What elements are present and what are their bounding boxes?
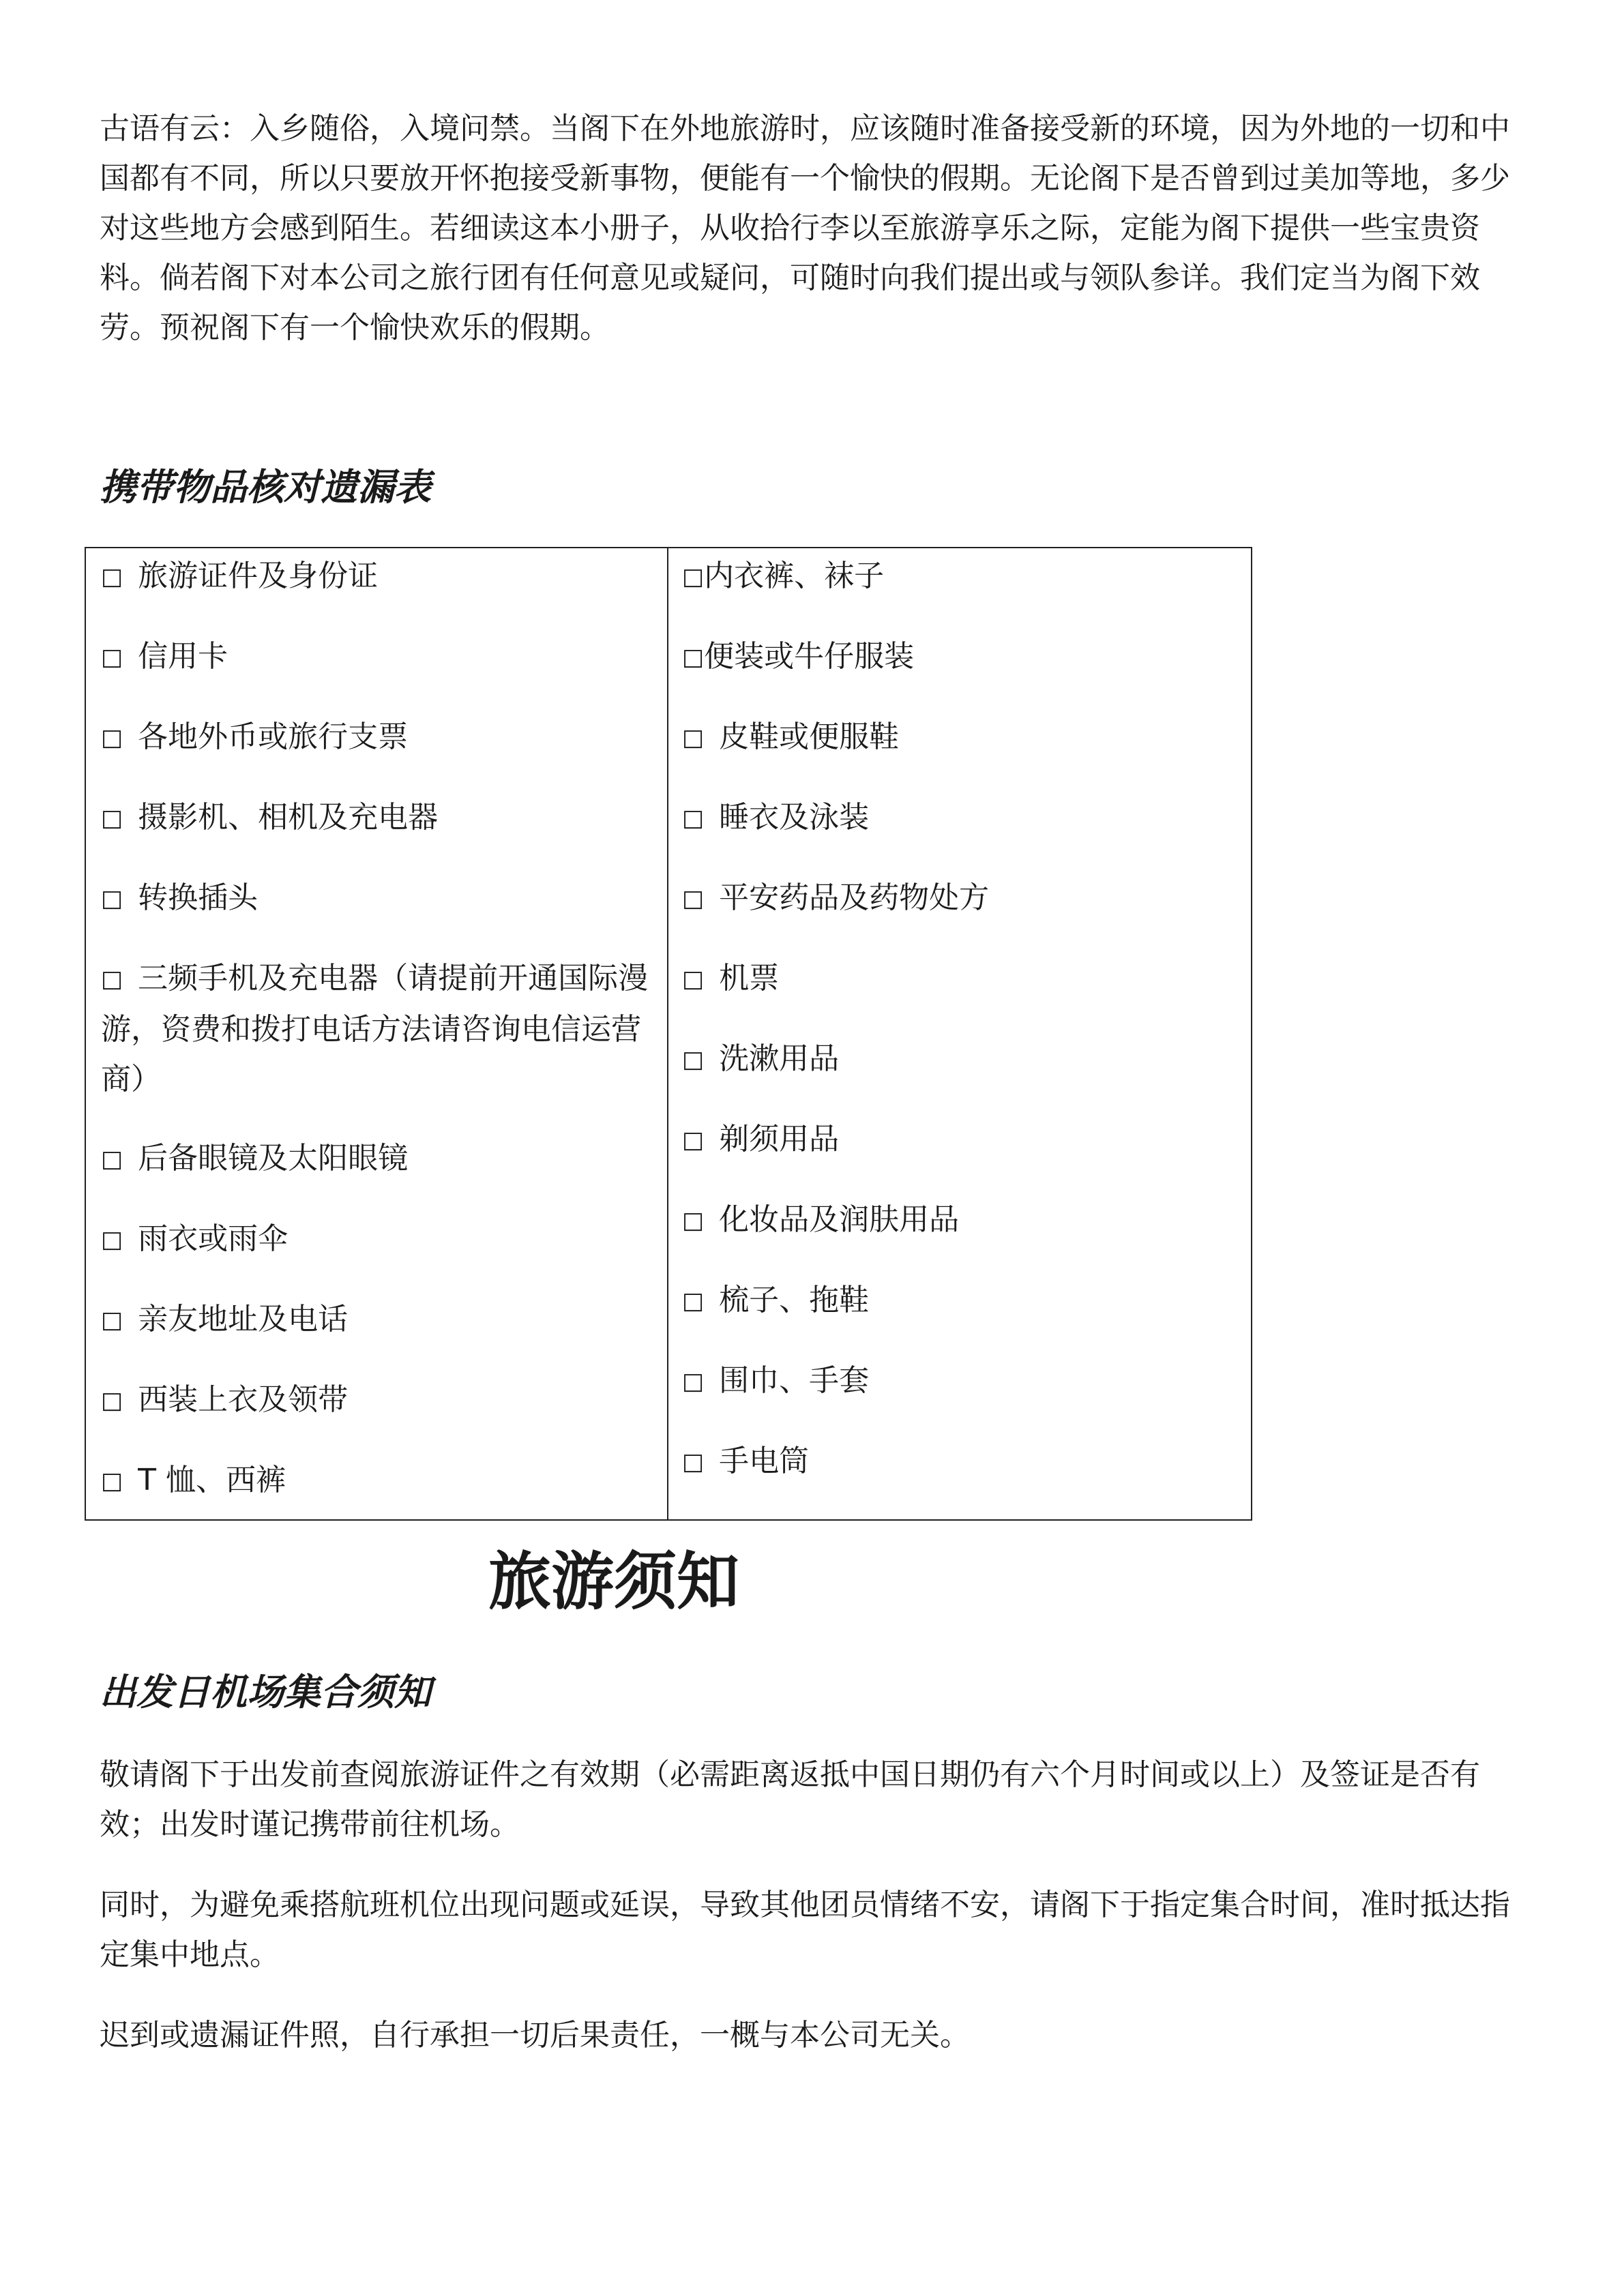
- checklist-item: [682, 1114, 1233, 1165]
- checklist-item-label: 便装或牛仔服装: [704, 639, 915, 674]
- assembly-paragraph-3: 迟到或遗漏证件照，自行承担一切后果责任，一概与本公司无关。: [100, 2018, 970, 2053]
- checkbox-icon: □: [682, 1448, 705, 1476]
- checkbox-icon: □: [101, 885, 123, 912]
- checklist-item-label: 雨衣或雨伞: [138, 1221, 289, 1256]
- packing-checklist-table: [85, 547, 1252, 1521]
- checkbox-icon: □: [101, 1467, 123, 1495]
- checklist-item-label: 睡衣及泳装: [719, 800, 870, 835]
- checklist-item-label: 洗漱用品: [719, 1041, 840, 1076]
- checklist-item: [101, 551, 649, 602]
- checklist-item-label: 平安药品及药物处方: [719, 880, 990, 915]
- checklist-item: [101, 1375, 649, 1426]
- checklist-item: [682, 953, 1233, 1004]
- checklist-item: [682, 1275, 1233, 1326]
- checklist-item-label: 各地外币或旅行支票: [138, 719, 409, 754]
- checklist-item-label: 围巾、手套: [719, 1363, 870, 1398]
- checklist-item-label: 皮鞋或便服鞋: [719, 719, 900, 754]
- checklist-left-column: [86, 548, 668, 1519]
- checklist-item-label: 信用卡: [138, 639, 228, 674]
- checkbox-icon: □: [101, 1307, 123, 1334]
- checkbox-icon: □: [682, 805, 705, 832]
- checklist-item-label: 摄影机、相机及充电器: [138, 800, 439, 835]
- checklist-right-list: [668, 548, 1251, 1487]
- checkbox-icon: □: [101, 563, 123, 591]
- checklist-item: [682, 1195, 1233, 1246]
- checklist-item-label: 旅游证件及身份证: [138, 558, 379, 593]
- checklist-item-label: 亲友地址及电话: [138, 1302, 349, 1337]
- checklist-heading: 携带物品核对遗漏表: [100, 466, 431, 509]
- checklist-item: [682, 792, 1233, 844]
- checklist-item: [101, 712, 649, 763]
- checklist-item: [101, 1214, 649, 1265]
- checklist-item: [101, 1455, 649, 1506]
- checklist-item: [101, 631, 649, 683]
- checkbox-icon: □: [682, 1046, 705, 1073]
- checklist-item-label: 化妆品及润肤用品: [719, 1202, 960, 1237]
- checklist-item: [101, 792, 649, 844]
- intro-paragraph: 古语有云：入乡随俗，入境问禁。当阁下在外地旅游时，应该随时准备接受新的环境，因为外地的一切和中国都有不同，所以只要放开怀抱接受新事物，便能有一个愉快的假期。无论阁下是否曾到过美加等地，多少对这些地方会感到陌生。若细读这本小册子，从收拾行李以至旅游享乐之际，定能为阁下提供一些宝贵资料。倘若阁下对本公司之旅行团有任何意见或疑问，可随时向我们提出或与领队参详。我们定当为阁下效劳。预祝阁下有一个愉快欢乐的假期。: [100, 111, 1510, 345]
- checklist-right-column: [668, 548, 1251, 1519]
- assembly-paragraph-1: 敬请阁下于出发前查阅旅游证件之有效期（必需距离返抵中国日期仍有六个月时间或以上）及签证是否有效；出发时谨记携带前往机场。: [100, 1757, 1480, 1842]
- page-title: 旅游须知: [488, 1545, 740, 1618]
- checklist-item: [682, 551, 1233, 602]
- checklist-item-label: 手电筒: [719, 1444, 810, 1478]
- checklist-item-label: 后备眼镜及太阳眼镜: [138, 1141, 409, 1176]
- checkbox-icon: □: [682, 1368, 705, 1395]
- checklist-item-label: T 恤、西裤: [138, 1463, 286, 1497]
- checklist-item: [682, 1436, 1233, 1487]
- checkbox-icon: □: [101, 1226, 123, 1253]
- checkbox-icon: □: [101, 966, 123, 993]
- checklist-item: [682, 1356, 1233, 1407]
- checklist-item: [101, 1294, 649, 1345]
- checklist-item-label: 梳子、拖鞋: [719, 1283, 870, 1317]
- checklist-item-label: 转换插头: [138, 880, 259, 915]
- checkbox-icon: □: [101, 1146, 123, 1173]
- checkbox-icon: □: [682, 644, 705, 671]
- checklist-item: [101, 953, 649, 1104]
- checklist-left-list: [86, 548, 667, 1506]
- checklist-item: [101, 1133, 649, 1184]
- checkbox-icon: □: [682, 966, 705, 993]
- checkbox-icon: □: [682, 885, 705, 912]
- checklist-item: [101, 873, 649, 924]
- checkbox-icon: □: [101, 644, 123, 671]
- assembly-heading: 出发日机场集合须知: [100, 1671, 431, 1714]
- checklist-item-label: 剃须用品: [719, 1122, 840, 1157]
- checklist-item: [682, 873, 1233, 924]
- checklist-item-label: 三频手机及充电器（请提前开通国际漫游，资费和拨打电话方法请咨询电信运营商）: [101, 961, 649, 1097]
- checklist-item: [682, 1034, 1233, 1085]
- checkbox-icon: □: [101, 805, 123, 832]
- checkbox-icon: □: [682, 563, 705, 591]
- checklist-item: [682, 631, 1233, 683]
- checkbox-icon: □: [682, 1127, 705, 1154]
- checkbox-icon: □: [101, 724, 123, 751]
- checkbox-icon: □: [682, 724, 705, 751]
- checklist-item-label: 西装上衣及领带: [138, 1382, 349, 1417]
- checklist-item: [682, 712, 1233, 763]
- assembly-paragraph-2: 同时，为避免乘搭航班机位出现问题或延误，导致其他团员情绪不安，请阁下于指定集合时间，准时抵达指定集中地点。: [100, 1888, 1510, 1972]
- checkbox-icon: □: [101, 1387, 123, 1414]
- checkbox-icon: □: [682, 1287, 705, 1315]
- checklist-item-label: 内衣裤、袜子: [704, 558, 885, 593]
- checklist-item-label: 机票: [719, 961, 780, 996]
- checkbox-icon: □: [682, 1207, 705, 1234]
